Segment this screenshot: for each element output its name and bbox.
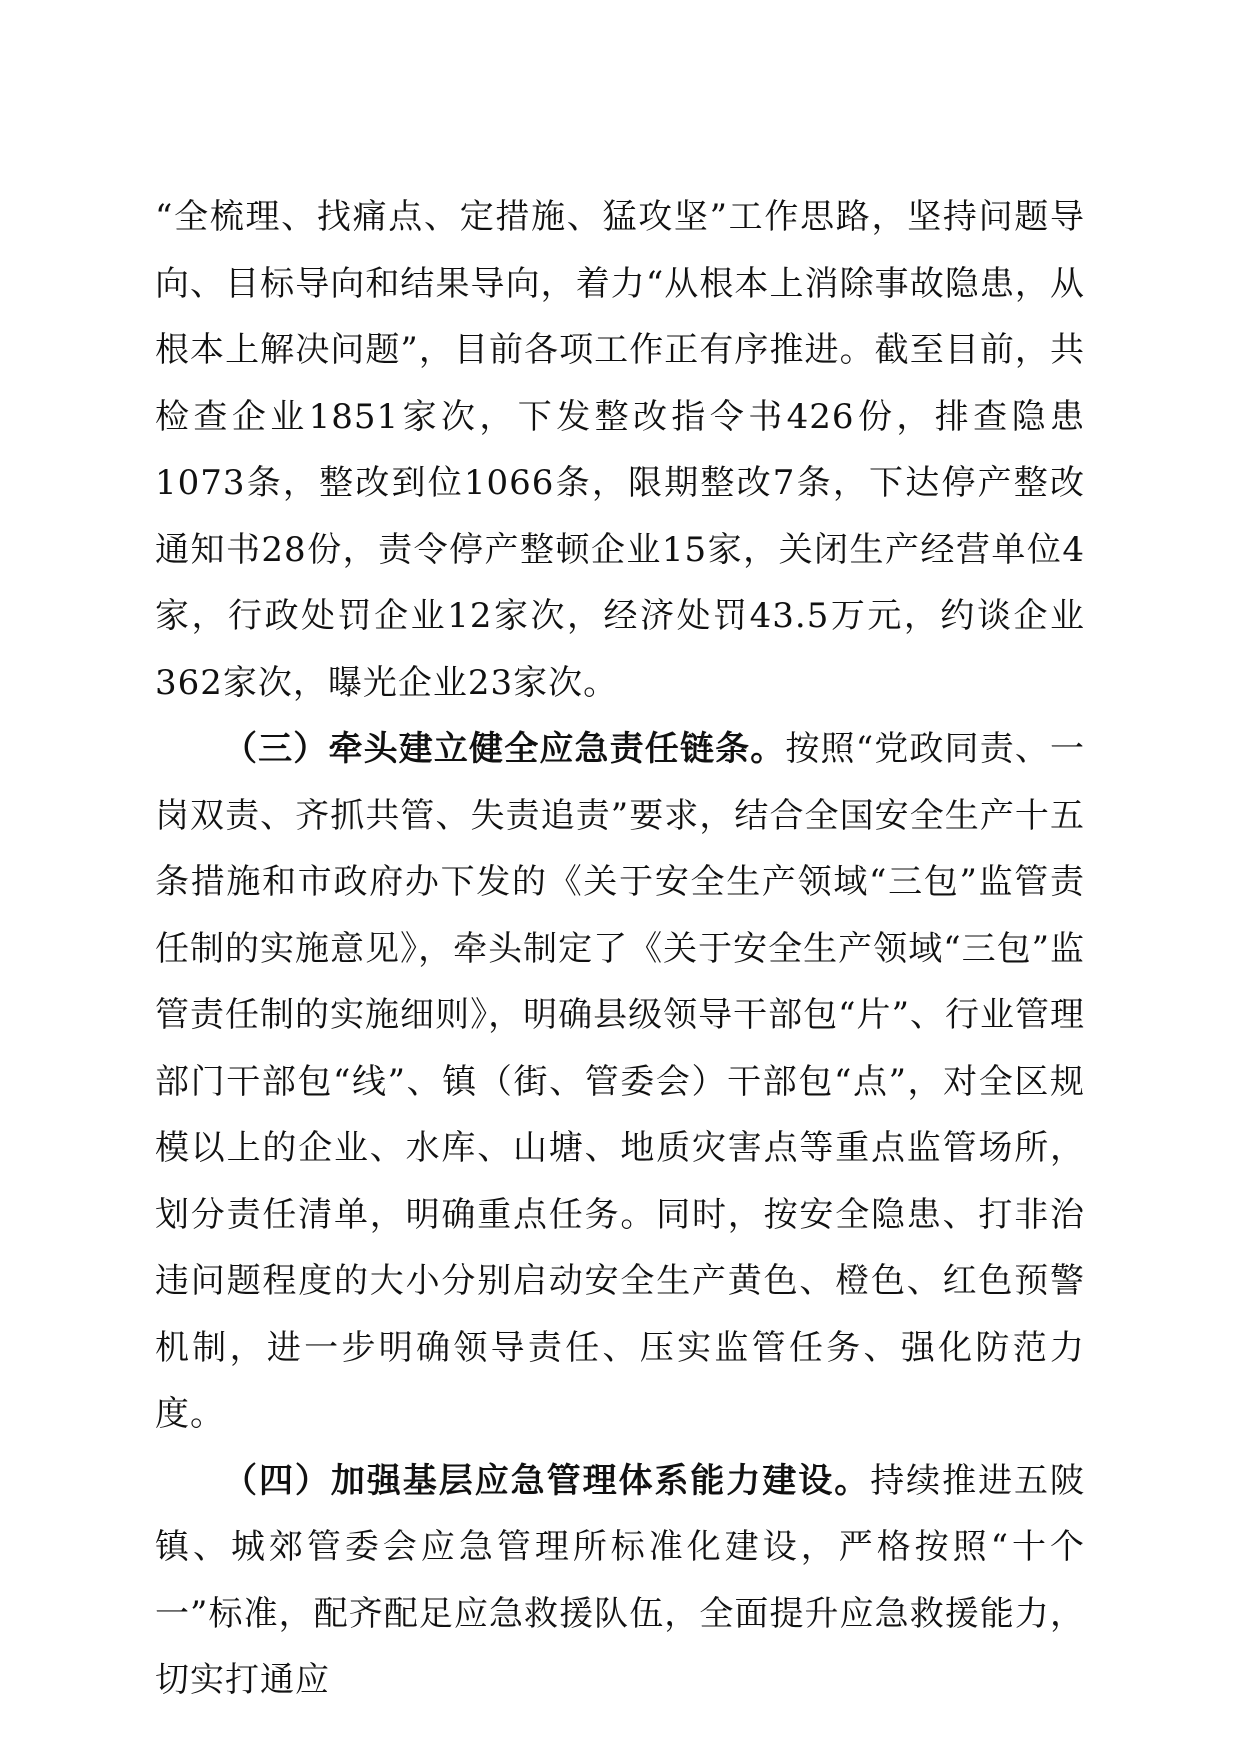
paragraph-text: 按照“党政同责、一岗双责、齐抓共管、失责追责”要求，结合全国安全生产十五条措施和市政府办下发的《关于安全生产领域“三包”监管责任制的实施意见》，牵头制定了《关于安全生产领域“三包”监管责任制的实施细则》，明确县级领导干部包“片”、行业管理部门干部包“线”、镇（街、管委会）干部包“点”，对全区规模以上的企业、水库、山塘、地质灾害点等重点监管场所，划分责任清单，明确重点任务。同时，按安全隐患、打非治违问题程度的大小分别启动安全生产黄色、橙色、红色预警机制，进一步明确领导责任、压实监管任务、强化防范力度。	[155, 729, 1085, 1434]
document-body	[155, 184, 1085, 1714]
paragraph-text: “全梳理、找痛点、定措施、猛攻坚”工作思路，坚持问题导向、目标导向和结果导向，着力“从根本上消除事故隐患，从根本上解决问题”，目前各项工作正有序推进。截至目前，共检查企业1851家次，下发整改指令书426份，排查隐患1073条，整改到位1066条，限期整改7条，下达停产整改通知书28份，责令停产整顿企业15家，关闭生产经营单位4家，行政处罚企业12家次，经济处罚43.5万元，约谈企业362家次，曝光企业23家次。	[155, 197, 1085, 703]
section-heading-4: （四）加强基层应急管理体系能力建设。	[223, 1460, 871, 1501]
paragraph-continuation	[155, 184, 1085, 716]
paragraph-section-4	[155, 1448, 1085, 1714]
paragraph-text: 持续推进五陂镇、城郊管委会应急管理所标准化建设，严格按照“十个一”标准，配齐配足应急救援队伍，全面提升应急救援能力，切实打通应	[155, 1460, 1086, 1700]
paragraph-section-3	[155, 716, 1085, 1448]
section-heading-3: （三）牵头建立健全应急责任链条。	[223, 729, 786, 769]
